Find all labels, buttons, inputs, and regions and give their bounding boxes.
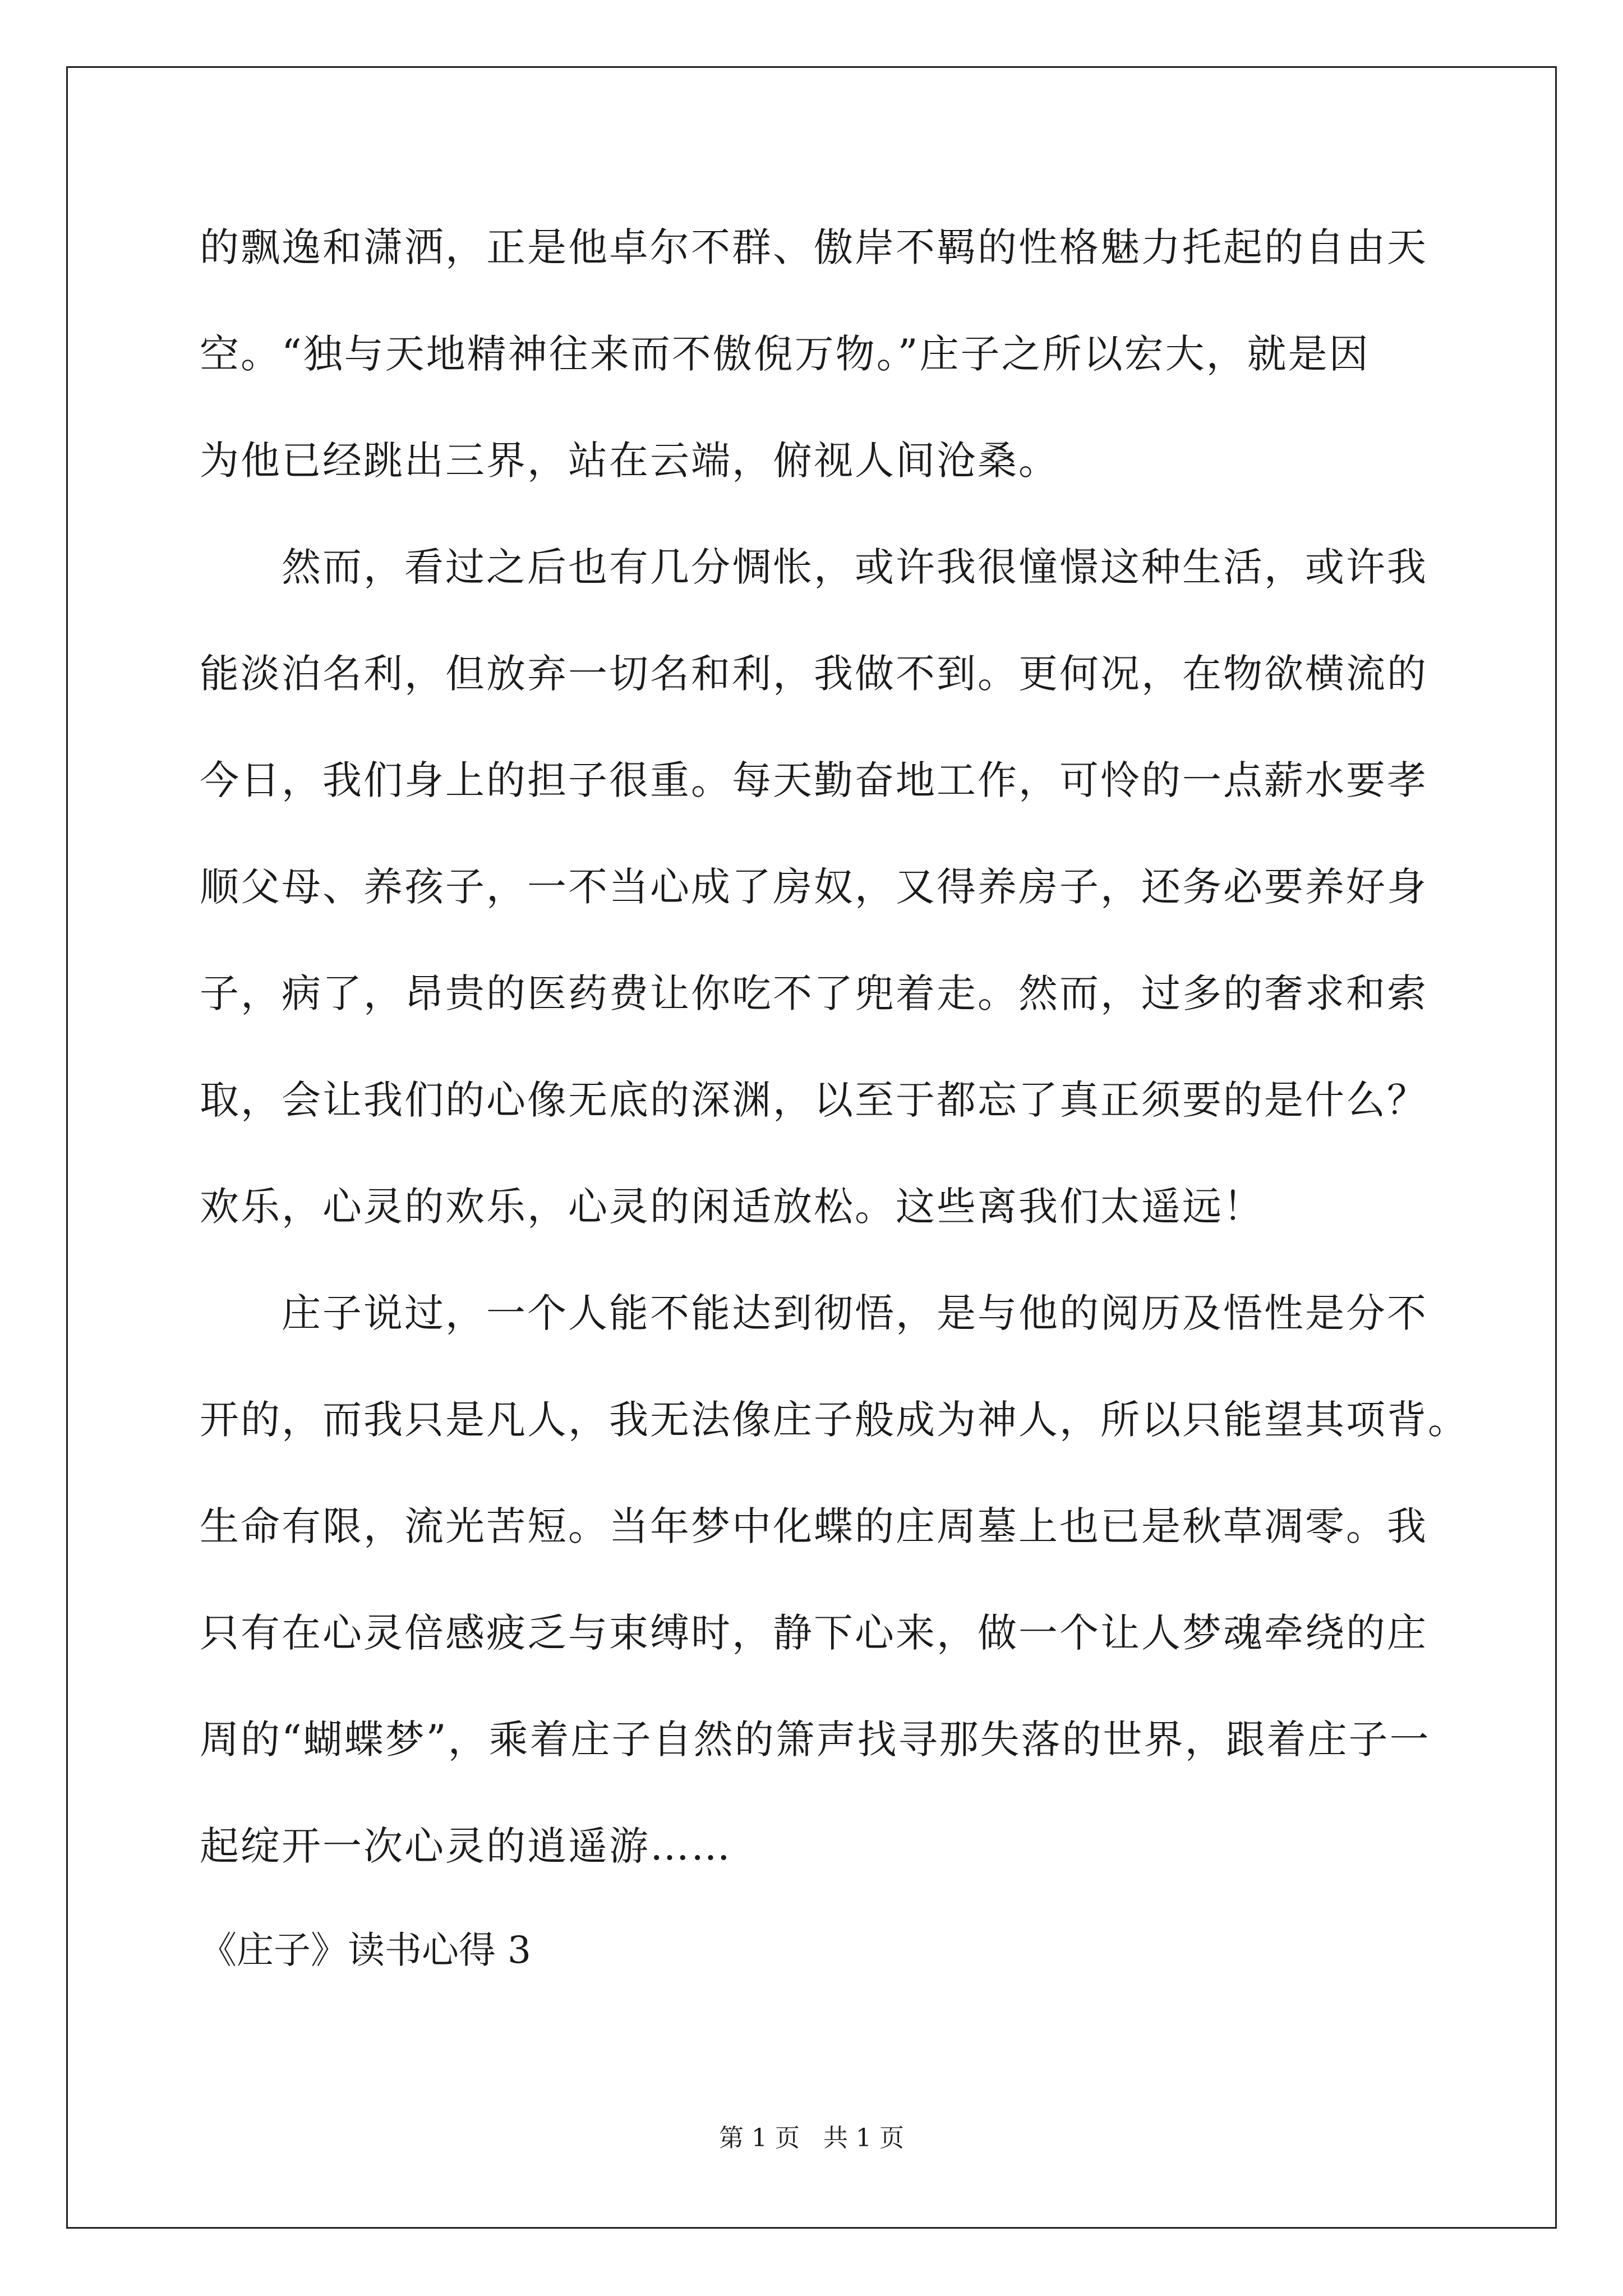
page-border (66, 66, 1557, 2229)
body-line-11: 庄子说过，一个人能不能达到彻悟，是与他的阅历及悟性是分不 (200, 1290, 1428, 1336)
body-line-10: 欢乐，心灵的欢乐，心灵的闲适放松。这些离我们太遥远！ (200, 1184, 1264, 1230)
page-footer: 第 1 页 共 1 页 (719, 2124, 904, 2152)
body-line-3: 为他已经跳出三界，站在云端，俯视人间沧桑。 (200, 438, 1059, 484)
body-line-13: 生命有限，流光苦短。当年梦中化蝶的庄周墓上也已是秋草凋零。我 (200, 1503, 1428, 1549)
body-line-14: 只有在心灵倍感疲乏与束缚时，静下心来，做一个让人梦魂牵绕的庄 (200, 1610, 1428, 1656)
body-line-8: 子，病了，昂贵的医药费让你吃不了兜着走。然而，过多的奢求和索 (200, 970, 1428, 1016)
body-line-6: 今日，我们身上的担子很重。每天勤奋地工作，可怜的一点薪水要孝 (200, 757, 1428, 803)
section-heading: 《庄子》读书心得 3 (200, 1929, 531, 1972)
body-line-12: 开的，而我只是凡人，我无法像庄子般成为神人，所以只能望其项背。 (200, 1397, 1469, 1443)
body-line-7: 顺父母、养孩子，一不当心成了房奴，又得养房子，还务必要养好身 (200, 864, 1428, 910)
body-line-15: 周的“蝴蝶梦”，乘着庄子自然的箫声找寻那失落的世界，跟着庄子一 (200, 1717, 1431, 1763)
body-line-2: 空。“独与天地精神往来而不傲倪万物。”庄子之所以宏大，就是因 (200, 331, 1370, 377)
body-line-5: 能淡泊名利，但放弃一切名和利，我做不到。更何况，在物欲横流的 (200, 651, 1428, 697)
body-line-9: 取，会让我们的心像无底的深渊，以至于都忘了真正须要的是什么？ (200, 1077, 1428, 1123)
body-line-1: 的飘逸和潇洒，正是他卓尔不群、傲岸不羁的性格魅力托起的自由天 (200, 224, 1428, 270)
body-line-4: 然而，看过之后也有几分惆怅，或许我很憧憬这种生活，或许我 (200, 544, 1428, 590)
body-line-16: 起绽开一次心灵的逍遥游…… (200, 1823, 732, 1869)
